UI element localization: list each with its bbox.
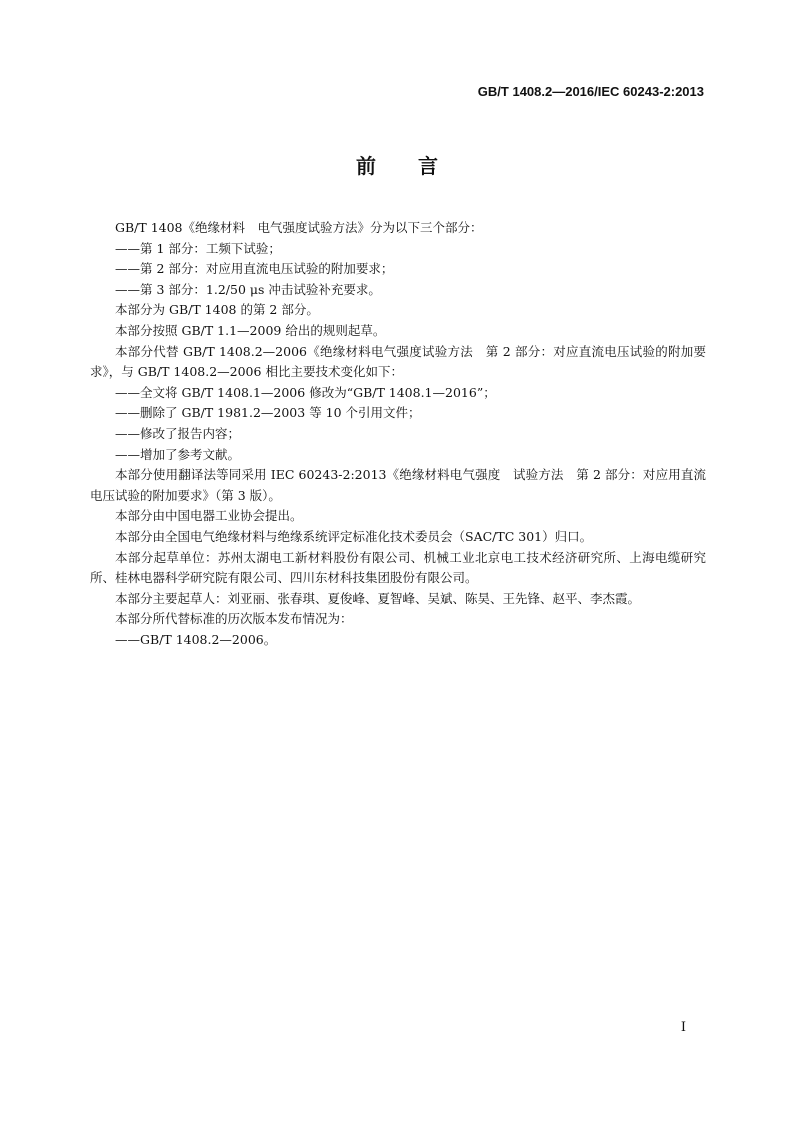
paragraph-replaces: 本部分代替 GB/T 1408.2—2006《绝缘材料电气强度试验方法 第 2 部分：对应直流电压试验的附加要求》，与 GB/T 1408.2—2006 相比主要技术变化如下： xyxy=(90,343,706,380)
list-item-part-3: ——第 3 部分：1.2/50 μs 冲击试验补充要求。 xyxy=(115,281,381,297)
paragraph-history-intro: 本部分所代替标准的历次版本发布情况为： xyxy=(115,611,353,627)
paragraph-this-part: 本部分为 GB/T 1408 的第 2 部分。 xyxy=(115,302,319,318)
foreword-body xyxy=(90,218,706,650)
list-item-history-1: ——GB/T 1408.2—2006。 xyxy=(115,631,277,647)
paragraph-proposed-by: 本部分由中国电器工业协会提出。 xyxy=(115,508,303,524)
list-item-change-4: ——增加了参考文献。 xyxy=(115,446,241,462)
paragraph-drafting-units: 本部分起草单位：苏州太湖电工新材料股份有限公司、机械工业北京电工技术经济研究所、上海电缆研究所、桂林电器科学研究院有限公司、四川东材科技集团股份有限公司。 xyxy=(90,549,706,586)
standard-code: GB/T 1408.2—2016/IEC 60243-2:2013 xyxy=(477,84,704,99)
paragraph-drafters: 本部分主要起草人：刘亚丽、张春琪、夏俊峰、夏智峰、吴斌、陈昊、王先锋、赵平、李杰霞。 xyxy=(115,590,641,606)
list-item-part-2: ——第 2 部分：对应用直流电压试验的附加要求； xyxy=(115,261,394,277)
list-item-change-1: ——全文将 GB/T 1408.1—2006 修改为“GB/T 1408.1—2016”； xyxy=(115,384,496,400)
title-char-1: 前 xyxy=(356,154,376,178)
title-char-2: 言 xyxy=(418,154,438,178)
paragraph-drafting-rules: 本部分按照 GB/T 1.1—2009 给出的规则起草。 xyxy=(115,322,386,338)
paragraph-parts-intro: GB/T 1408《绝缘材料 电气强度试验方法》分为以下三个部分： xyxy=(115,220,483,235)
list-item-part-1: ——第 1 部分：工频下试验； xyxy=(115,240,281,256)
page-title xyxy=(0,150,794,179)
paragraph-under-jurisdiction: 本部分由全国电气绝缘材料与绝缘系统评定标准化技术委员会（SAC/TC 301）归口。 xyxy=(115,528,593,544)
list-item-change-3: ——修改了报告内容； xyxy=(115,425,241,441)
paragraph-adoption: 本部分使用翻译法等同采用 IEC 60243-2:2013《绝缘材料电气强度 试验方法 第 2 部分：对应用直流电压试验的附加要求》（第 3 版）。 xyxy=(90,467,706,503)
page-number: I xyxy=(680,1020,686,1035)
list-item-change-2: ——删除了 GB/T 1981.2—2003 等 10 个引用文件； xyxy=(115,405,421,421)
